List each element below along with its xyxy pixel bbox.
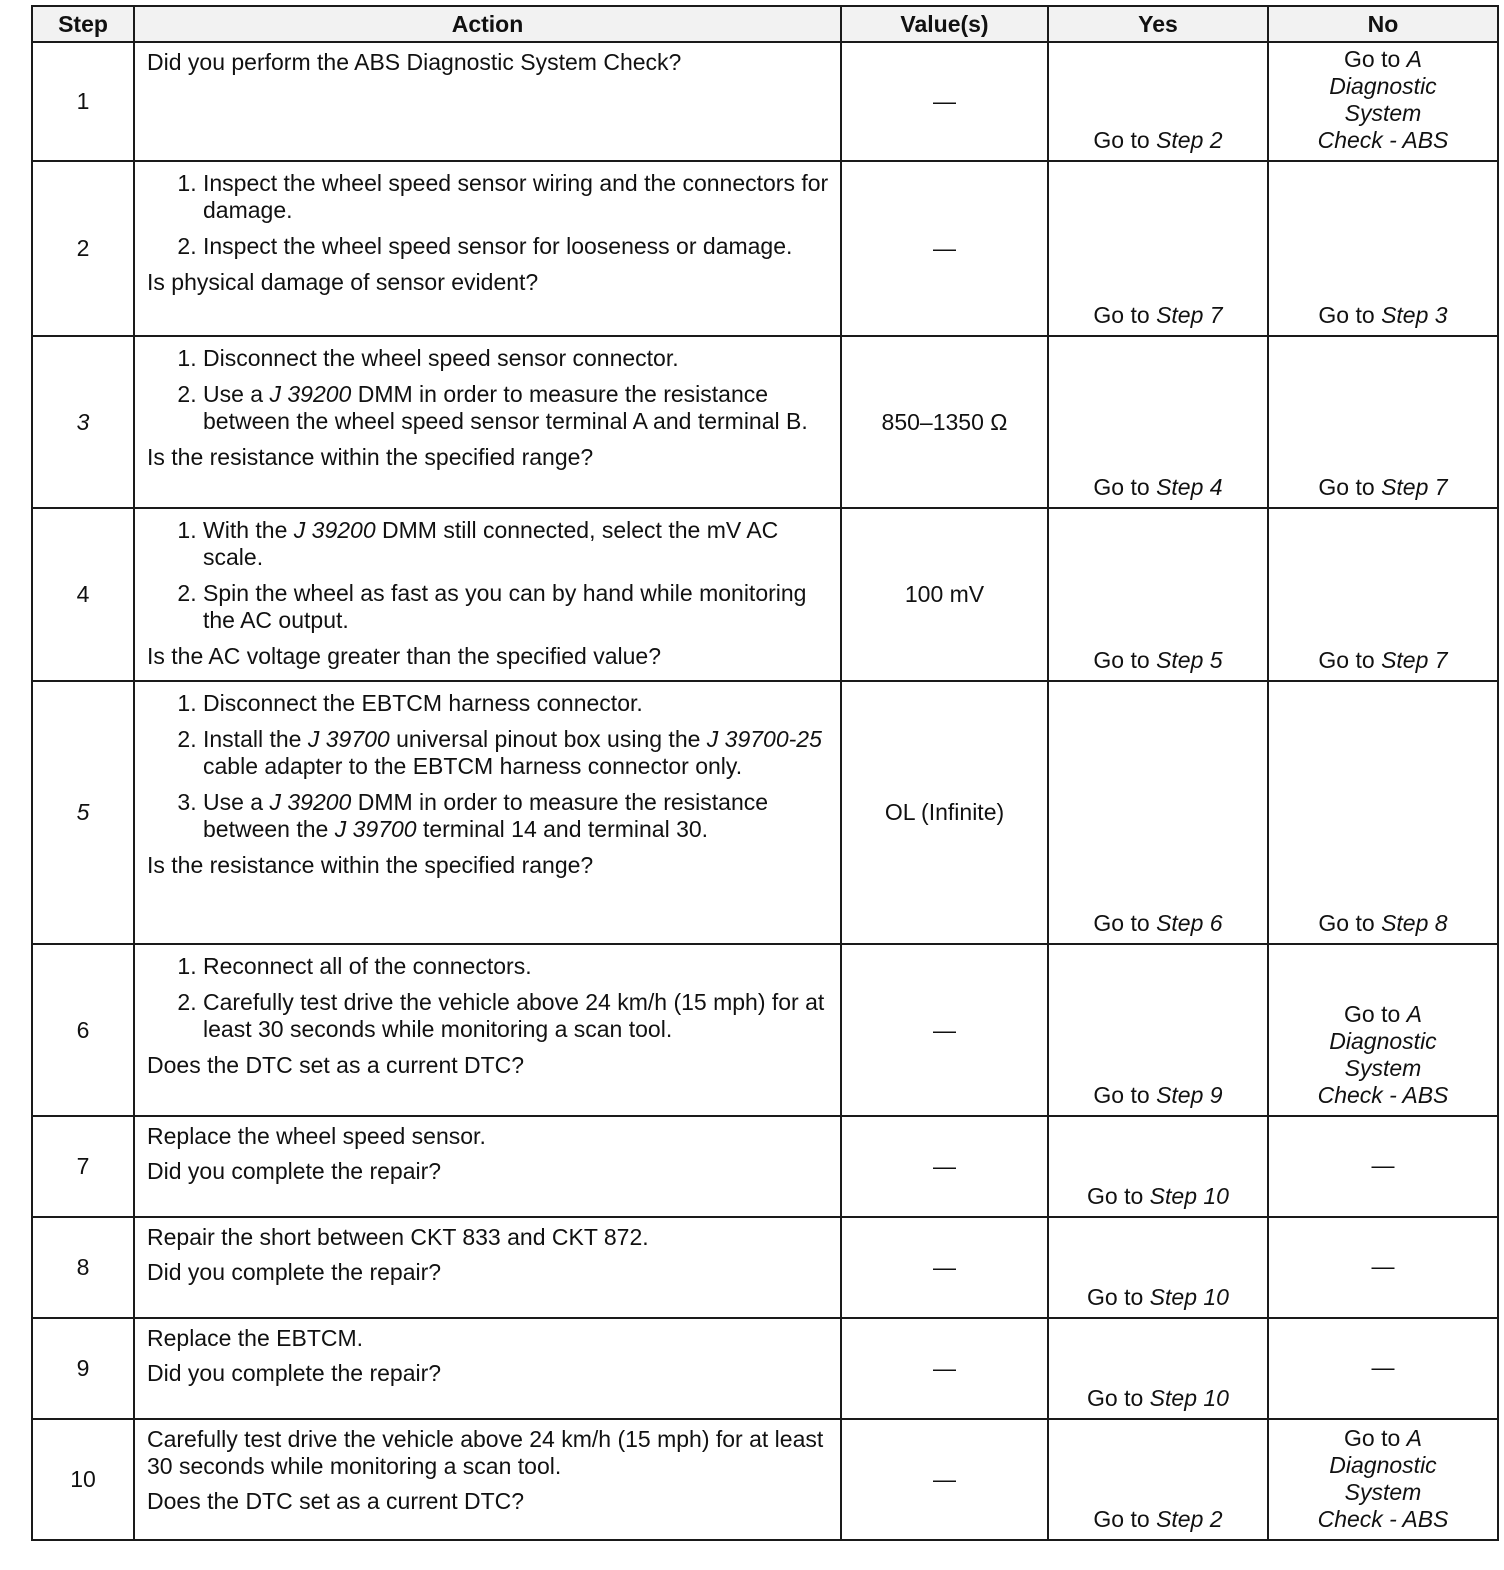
yes-cell — [1048, 1318, 1268, 1419]
action-question: Did you complete the repair? — [147, 1158, 442, 1184]
value-cell: OL (Infinite) — [841, 681, 1048, 944]
tool-ref: J 39200 — [293, 517, 376, 543]
yes-goto-prefix: Go to — [1093, 910, 1157, 936]
goto-diagnostic-check — [1275, 46, 1491, 154]
yes-cell — [1048, 161, 1268, 336]
header-row — [32, 6, 1498, 42]
action-instruction: Did you perform the ABS Diagnostic System Check? — [147, 49, 682, 75]
value-cell: — — [841, 1217, 1048, 1318]
action-step-text: terminal 14 and terminal 30. — [416, 816, 709, 842]
action-question: Did you complete the repair? — [147, 1259, 442, 1285]
action-step-text: Use a — [203, 381, 270, 407]
action-step-item: 2. Spin the wheel as fast as you can by hand while monitoring the AC output. — [203, 580, 830, 634]
no-goto-target: System — [1344, 1479, 1422, 1505]
step-number: 10 — [32, 1419, 134, 1540]
step-number: 5 — [32, 681, 134, 944]
action-cell — [134, 1419, 841, 1540]
value-cell: — — [841, 944, 1048, 1116]
yes-goto-prefix: Go to — [1093, 474, 1157, 500]
tool-ref: J 39700 — [334, 816, 417, 842]
no-goto-target: Step 7 — [1381, 647, 1448, 673]
action-step-text: universal pinout box using the — [389, 726, 707, 752]
yes-cell — [1048, 944, 1268, 1116]
yes-goto-prefix: Go to — [1093, 302, 1157, 328]
action-cell — [134, 681, 841, 944]
yes-cell — [1048, 1217, 1268, 1318]
no-goto-target: System — [1344, 1055, 1422, 1081]
action-steps-list — [147, 345, 830, 435]
no-goto-target: Diagnostic — [1329, 1452, 1437, 1478]
yes-goto-prefix: Go to — [1087, 1284, 1150, 1310]
action-cell — [134, 1116, 841, 1217]
step-number: 3 — [32, 336, 134, 508]
yes-cell — [1048, 1116, 1268, 1217]
no-cell — [1268, 508, 1498, 681]
table-row — [32, 944, 1498, 1116]
yes-goto-target: Step 9 — [1156, 1082, 1223, 1108]
no-goto-target: Step 7 — [1381, 474, 1448, 500]
action-instruction: Carefully test drive the vehicle above 24 km/h (15 mph) for at least 30 seconds while monitoring a scan tool. — [147, 1426, 824, 1479]
value-cell: 100 mV — [841, 508, 1048, 681]
yes-cell — [1048, 42, 1268, 161]
table-row — [32, 508, 1498, 681]
action-question: Is the AC voltage greater than the specified value? — [147, 643, 661, 669]
no-goto-target: Check - ABS — [1317, 127, 1449, 153]
action-steps-list — [147, 953, 830, 1043]
no-cell: — — [1268, 1318, 1498, 1419]
action-step-item — [203, 726, 830, 780]
yes-cell — [1048, 1419, 1268, 1540]
action-step-text: Use a — [203, 789, 270, 815]
action-steps-list — [147, 170, 830, 260]
no-goto-target: Diagnostic — [1329, 1028, 1437, 1054]
no-goto-prefix: Go to — [1344, 1001, 1407, 1027]
action-cell — [134, 161, 841, 336]
action-step-item — [203, 789, 830, 843]
no-goto-first-line — [1275, 1425, 1491, 1452]
diagnostic-table — [31, 5, 1499, 1541]
yes-goto-prefix: Go to — [1093, 1506, 1157, 1532]
goto-diagnostic-check — [1275, 1001, 1491, 1109]
header-no: No — [1268, 6, 1498, 42]
yes-goto-target: Step 5 — [1156, 647, 1223, 673]
yes-goto-target: Step 4 — [1156, 474, 1223, 500]
table-row — [32, 161, 1498, 336]
no-goto-prefix: Go to — [1344, 1425, 1407, 1451]
yes-goto-target: Step 10 — [1149, 1284, 1229, 1310]
no-cell: — — [1268, 1116, 1498, 1217]
yes-cell — [1048, 508, 1268, 681]
no-goto-target: Check - ABS — [1317, 1506, 1449, 1532]
action-question: Does the DTC set as a current DTC? — [147, 1052, 525, 1078]
action-step-text: DMM in order to measure the resistance between the — [203, 789, 769, 842]
step-number: 9 — [32, 1318, 134, 1419]
yes-goto-prefix: Go to — [1087, 1385, 1150, 1411]
no-goto-first-line — [1275, 46, 1491, 73]
yes-goto-prefix: Go to — [1093, 647, 1157, 673]
tool-ref: J 39700 — [307, 726, 390, 752]
header-values: Value(s) — [841, 6, 1048, 42]
step-number: 7 — [32, 1116, 134, 1217]
no-cell — [1268, 42, 1498, 161]
yes-goto-target: Step 10 — [1149, 1385, 1229, 1411]
yes-cell — [1048, 336, 1268, 508]
action-step-text: DMM still connected, select the mV AC scale. — [203, 517, 779, 570]
yes-goto-target: Step 2 — [1156, 127, 1223, 153]
action-cell — [134, 944, 841, 1116]
action-question: Does the DTC set as a current DTC? — [147, 1488, 525, 1514]
action-step-item: 1. Disconnect the EBTCM harness connector. — [203, 690, 830, 717]
yes-goto-target: Step 6 — [1156, 910, 1223, 936]
action-cell — [134, 336, 841, 508]
action-question: Is the resistance within the specified range? — [147, 852, 594, 878]
no-cell — [1268, 1419, 1498, 1540]
no-goto-first-line — [1275, 1001, 1491, 1028]
no-cell — [1268, 944, 1498, 1116]
no-cell — [1268, 336, 1498, 508]
no-goto-target: Diagnostic — [1329, 73, 1437, 99]
action-question: Is the resistance within the specified range? — [147, 444, 594, 470]
table-row — [32, 42, 1498, 161]
action-step-item: 2. Inspect the wheel speed sensor for looseness or damage. — [203, 233, 830, 260]
no-cell — [1268, 681, 1498, 944]
step-number: 1 — [32, 42, 134, 161]
action-cell — [134, 1318, 841, 1419]
no-goto-prefix: Go to — [1318, 647, 1382, 673]
action-cell — [134, 508, 841, 681]
action-step-text: DMM in order to measure the resistance between the wheel speed sensor terminal A and terminal B. — [203, 381, 808, 434]
action-question: Did you complete the repair? — [147, 1360, 442, 1386]
header-yes: Yes — [1048, 6, 1268, 42]
no-goto-prefix: Go to — [1318, 910, 1382, 936]
yes-goto-target: Step 2 — [1156, 1506, 1223, 1532]
step-number: 4 — [32, 508, 134, 681]
no-cell — [1268, 161, 1498, 336]
action-step-item — [203, 381, 830, 435]
action-step-item: 1. Disconnect the wheel speed sensor connector. — [203, 345, 830, 372]
step-number: 8 — [32, 1217, 134, 1318]
step-number: 2 — [32, 161, 134, 336]
value-cell: — — [841, 161, 1048, 336]
no-goto-prefix: Go to — [1318, 474, 1382, 500]
tool-ref: J 39200 — [269, 381, 352, 407]
action-cell — [134, 1217, 841, 1318]
step-number: 6 — [32, 944, 134, 1116]
header-step: Step — [32, 6, 134, 42]
action-step-item: 1. Inspect the wheel speed sensor wiring and the connectors for damage. — [203, 170, 830, 224]
table-row — [32, 1419, 1498, 1540]
yes-goto-target: Step 10 — [1149, 1183, 1229, 1209]
action-step-text: Install the — [203, 726, 308, 752]
action-step-text: cable adapter to the EBTCM harness connector only. — [203, 753, 743, 779]
no-goto-target: A — [1406, 1001, 1422, 1027]
action-cell — [134, 42, 841, 161]
no-goto-target: A — [1406, 1425, 1422, 1451]
goto-diagnostic-check — [1275, 1425, 1491, 1533]
action-step-text: With the — [203, 517, 294, 543]
no-goto-target: A — [1406, 46, 1422, 72]
no-goto-prefix: Go to — [1318, 302, 1382, 328]
action-instruction: Replace the EBTCM. — [147, 1325, 364, 1351]
no-goto-prefix: Go to — [1344, 46, 1407, 72]
value-cell: — — [841, 1116, 1048, 1217]
yes-goto-prefix: Go to — [1087, 1183, 1150, 1209]
tool-ref: J 39700-25 — [706, 726, 822, 752]
action-instruction: Replace the wheel speed sensor. — [147, 1123, 486, 1149]
action-step-item: 1. Reconnect all of the connectors. — [203, 953, 830, 980]
no-cell: — — [1268, 1217, 1498, 1318]
action-step-item: 2. Carefully test drive the vehicle above 24 km/h (15 mph) for at least 30 seconds while monitoring a scan tool. — [203, 989, 830, 1043]
action-instruction: Repair the short between CKT 833 and CKT 872. — [147, 1224, 649, 1250]
yes-cell — [1048, 681, 1268, 944]
action-question: Is physical damage of sensor evident? — [147, 269, 539, 295]
no-goto-target: Step 3 — [1381, 302, 1448, 328]
yes-goto-prefix: Go to — [1093, 127, 1157, 153]
tool-ref: J 39200 — [269, 789, 352, 815]
no-goto-target: System — [1344, 100, 1422, 126]
value-cell: — — [841, 1318, 1048, 1419]
action-step-item — [203, 517, 830, 571]
header-action: Action — [134, 6, 841, 42]
table-row — [32, 681, 1498, 944]
value-cell: 850–1350 Ω — [841, 336, 1048, 508]
no-goto-target: Step 8 — [1381, 910, 1448, 936]
table-row — [32, 336, 1498, 508]
yes-goto-prefix: Go to — [1093, 1082, 1157, 1108]
value-cell: — — [841, 1419, 1048, 1540]
table-row — [32, 1217, 1498, 1318]
yes-goto-target: Step 7 — [1156, 302, 1223, 328]
no-goto-target: Check - ABS — [1317, 1082, 1449, 1108]
action-steps-list — [147, 690, 830, 843]
action-steps-list — [147, 517, 830, 634]
table-row — [32, 1318, 1498, 1419]
table-row — [32, 1116, 1498, 1217]
value-cell: — — [841, 42, 1048, 161]
